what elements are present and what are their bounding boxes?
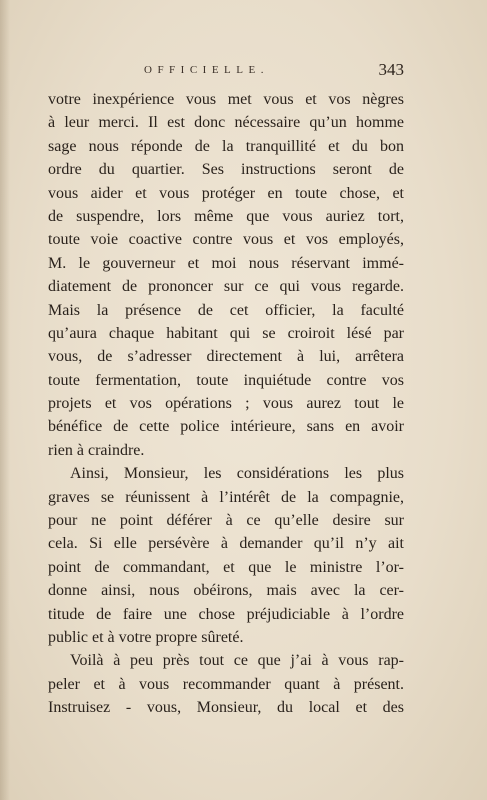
text-line: graves se réunissent à l’intérêt de la compagnie,: [48, 488, 404, 506]
text-line: M. le gouverneur et moi nous réservant immé-: [48, 254, 404, 272]
text-line: titude de faire une chose préjudiciable à l’ordre: [48, 605, 404, 623]
text-line: votre inexpérience vous met vous et vos nègres: [48, 91, 404, 108]
text-line: toute voie coactive contre vous et vos employés,: [48, 231, 404, 249]
text-line: donne ainsi, nous obéirons, mais avec la cer-: [48, 582, 404, 600]
text-line: à leur merci. Il est donc nécessaire qu’un homme: [48, 114, 404, 132]
text-line: Voilà à peu près tout ce que j’ai à vous rap-: [70, 652, 404, 670]
text-line: peler et à vous recommander quant à présent.: [48, 675, 404, 693]
text-line: vous aider et vous protéger en toute chose, et: [48, 184, 404, 202]
text-line: diatement de prononcer sur ce qui vous regarde.: [48, 278, 404, 296]
text-line: projets et vos opérations ; vous aurez tout le: [48, 395, 404, 413]
text-line: sage nous réponde de la tranquillité et du bon: [48, 137, 404, 155]
text-line: rien à craindre.: [48, 441, 145, 459]
page-number: 343: [378, 60, 404, 79]
text-line: Instruisez - vous, Monsieur, du local et des: [48, 699, 404, 717]
text-line: toute fermentation, toute inquiétude contre vos: [48, 371, 404, 389]
text-line: de suspendre, lors même que vous auriez tort,: [48, 207, 404, 225]
text-line: Mais la présence de cet officier, la faculté: [48, 301, 404, 319]
page-header: [48, 60, 404, 84]
text-line: public et à votre propre sûreté.: [48, 628, 244, 646]
text-line: pour ne point déférer à ce qu’elle desire sur: [48, 512, 404, 530]
text-line: vous, de s’adresser directement à lui, arrêtera: [48, 348, 404, 366]
text-line: cela. Si elle persévère à demander qu’il n’y ait: [48, 535, 404, 553]
text-line: ordre du quartier. Ses instructions seront de: [48, 161, 404, 179]
running-title: OFFICIELLE.: [144, 64, 269, 76]
text-line: qu’aura chaque habitant qui se croiroit lésé par: [48, 324, 404, 342]
text-line: bénéfice de cette police intérieure, sans en avoir: [48, 418, 404, 436]
text-line: Ainsi, Monsieur, les considérations les plus: [70, 465, 404, 483]
text-line: point de commandant, et que le ministre l’or-: [48, 558, 404, 576]
body-text: [48, 88, 404, 720]
